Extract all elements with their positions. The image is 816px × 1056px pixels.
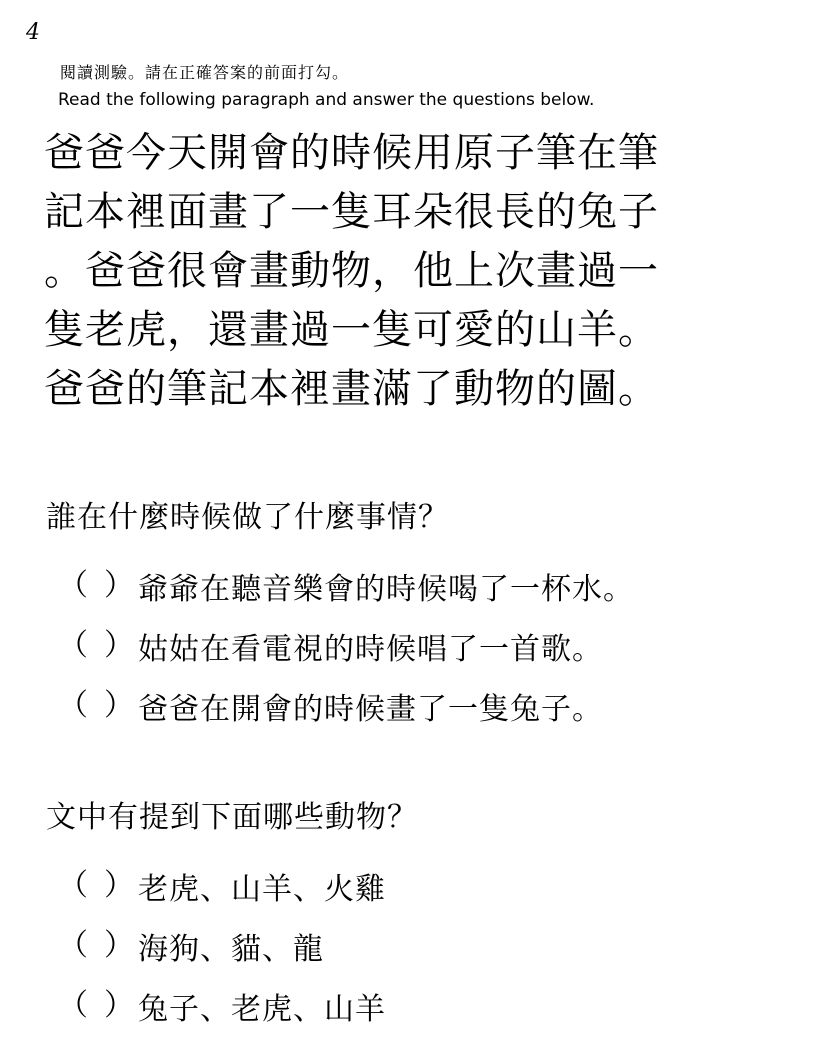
answer-checkbox[interactable]: （ ）	[58, 628, 134, 663]
question-2-option-2	[46, 916, 786, 976]
reading-passage	[44, 124, 774, 419]
question-1-option-1	[46, 556, 786, 616]
page-number: 4	[26, 20, 40, 45]
answer-checkbox[interactable]: （ ）	[58, 928, 134, 963]
question-1-option-2	[46, 616, 786, 676]
instruction-chinese: 閱讀測驗。請在正確答案的前面打勾。	[60, 63, 350, 82]
option-text: 姑姑在看電視的時候唱了一首歌。	[138, 632, 603, 667]
option-text: 海狗、貓、龍	[138, 932, 324, 967]
question-1-text: 誰在什麼時候做了什麼事情？	[46, 500, 449, 535]
passage-line: 隻老虎，還畫過一隻可愛的山羊。	[44, 307, 659, 353]
answer-checkbox[interactable]: （ ）	[58, 868, 134, 903]
question-2-option-1	[46, 856, 786, 916]
option-text: 老虎、山羊、火雞	[138, 872, 386, 907]
option-text: 爺爺在聽音樂會的時候喝了一杯水。	[138, 572, 634, 607]
option-text: 爸爸在開會的時候畫了一隻兔子。	[138, 692, 603, 727]
passage-line: 爸爸的筆記本裡畫滿了動物的圖。	[44, 366, 659, 412]
question-1-option-3	[46, 676, 786, 736]
answer-checkbox[interactable]: （ ）	[58, 688, 134, 723]
passage-line: 記本裡面畫了一隻耳朵很長的兔子	[44, 189, 659, 235]
passage-line: 爸爸今天開會的時候用原子筆在筆	[44, 130, 659, 176]
answer-checkbox[interactable]: （ ）	[58, 988, 134, 1023]
passage-line: 。爸爸很會畫動物，他上次畫過一	[44, 248, 659, 294]
answer-checkbox[interactable]: （ ）	[58, 568, 134, 603]
question-2	[46, 796, 786, 1036]
question-2-text: 文中有提到下面哪些動物？	[46, 800, 418, 835]
instruction-english: Read the following paragraph and answer the questions below.	[58, 90, 595, 110]
question-2-option-3	[46, 976, 786, 1036]
question-1	[46, 496, 786, 736]
option-text: 兔子、老虎、山羊	[138, 992, 386, 1027]
